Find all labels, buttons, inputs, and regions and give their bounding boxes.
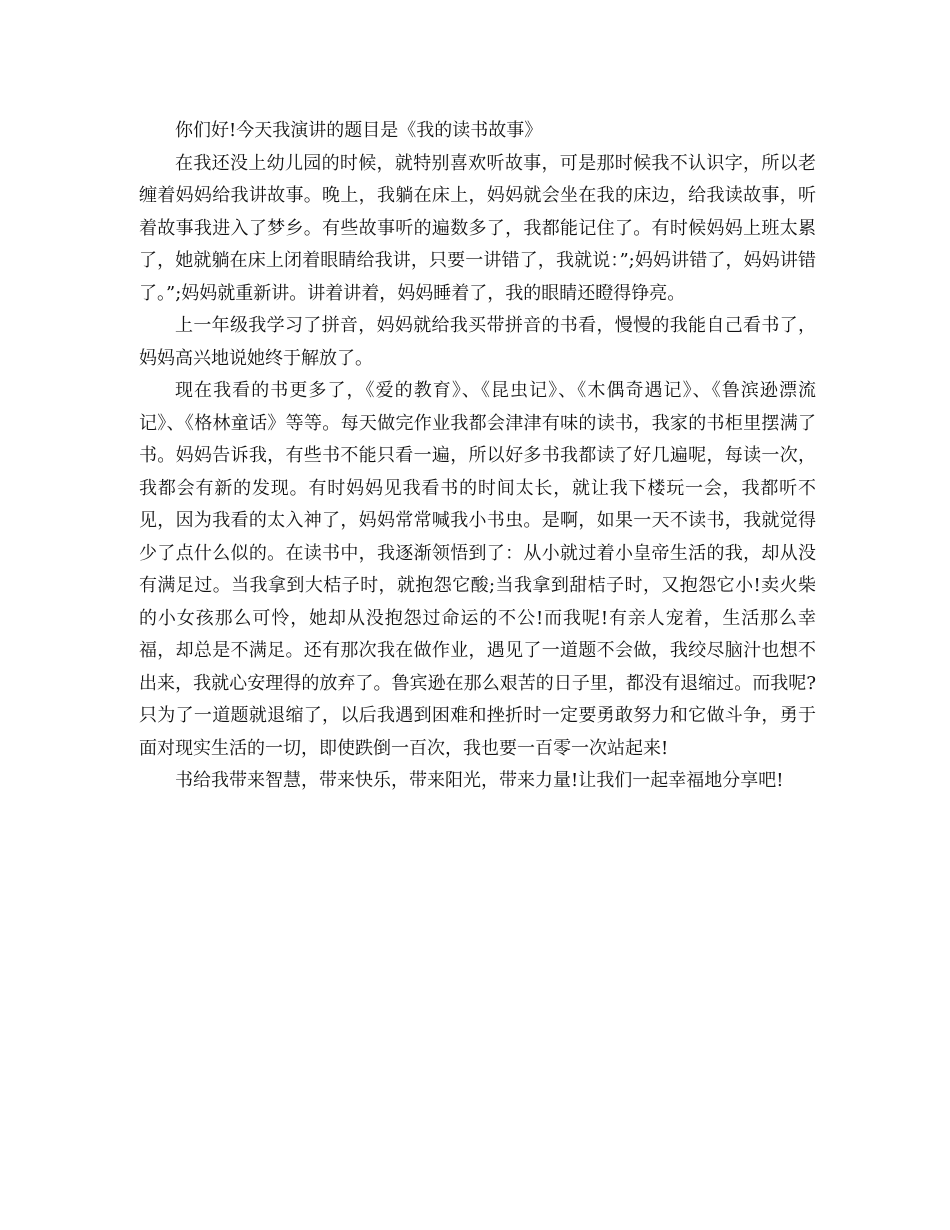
closing-paragraph: 书给我带来智慧，带来快乐，带来阳光，带来力量!让我们一起幸福地分享吧! (175, 770, 784, 791)
opening-paragraph: 你们好!今天我演讲的题目是《我的读书故事》 (175, 120, 543, 141)
story-paragraph: 在我还没上幼儿园的时候，就特别喜欢听故事，可是那时候我不认识字，所以老缠着妈妈给我讲故事。晚上，我躺在床上，妈妈就会坐在我的床边，给我读故事，听着故事我进入了梦乡。有些故事听的遍数多了，我都能记住了。有时候妈妈上班太累了，她就躺在床上闭着眼睛给我讲，只要一讲错了，我就说：”;妈妈讲错了，妈妈讲错了。”;妈妈就重新讲。讲着讲着，妈妈睡着了，我的眼睛还瞪得铮亮。 (139, 152, 816, 304)
reading-paragraph: 现在我看的书更多了，《爱的教育》、《昆虫记》、《木偶奇遇记》、《鲁滨逊漂流记》、《格林童话》等等。每天做完作业我都会津津有味的读书，我家的书柜里摆满了书。妈妈告诉我，有些书不能只看一遍，所以好多书我都读了好几遍呢，每读一次，我都会有新的发现。有时妈妈见我看书的时间太长，就让我下楼玩一会，我都听不见，因为我看的太入神了，妈妈常常喊我小书虫。是啊，如果一天不读书，我就觉得少了点什么似的。在读书中，我逐渐领悟到了：从小就过着小皇帝生活的我，却从没有满足过。当我拿到大桔子时，就抱怨它酸;当我拿到甜桔子时，又抱怨它小!卖火柴的小女孩那么可怜，她却从没抱怨过命运的不公!而我呢!有亲人宠着，生活那么幸福，却总是不满足。还有那次我在做作业，遇见了一道题不会做，我绞尽脑汁也想不出来，我就心安理得的放弃了。鲁宾逊在那么艰苦的日子里，都没有退缩过。而我呢?只为了一道题就退缩了，以后我遇到困难和挫折时一定要勇敢努力和它做斗争，勇于面对现实生活的一切，即使跌倒一百次，我也要一百零一次站起来! (139, 380, 816, 759)
speech-text (139, 115, 816, 798)
first-grade-paragraph: 上一年级我学习了拼音，妈妈就给我买带拼音的书看，慢慢的我能自己看书了，妈妈高兴地说她终于解放了。 (139, 315, 816, 369)
